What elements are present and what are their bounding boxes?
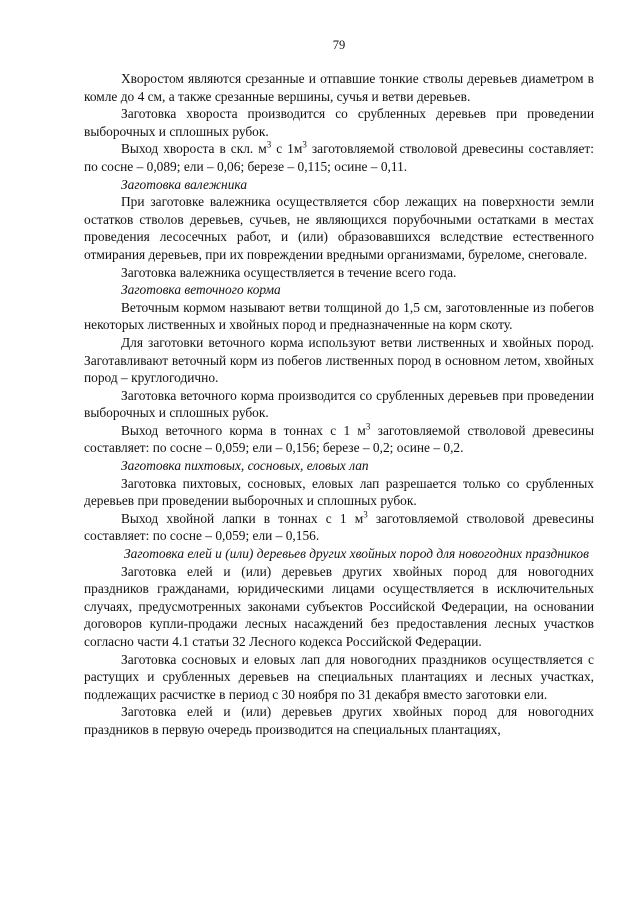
heading-branch-feed: Заготовка веточного корма bbox=[121, 282, 281, 298]
paragraph-conifer-branches-yield: Выход хвойной лапки в тоннах с 1 $м^3$ заготовляемой стволовой древесины составляет: по сосне – 0,059; ели – 0,156. bbox=[84, 509, 594, 544]
document-page bbox=[84, 36, 594, 739]
paragraph-new-year-branches: Заготовка сосновых и еловых лап для новогодних праздников осуществляется с растущих и срубленных деревьев на специальных плантациях и лесных участках, подлежащих расчистке в период с 30 ноября по 31 декабря вместо заготовки ели. bbox=[84, 651, 594, 702]
paragraph-conifer-branches-permission: Заготовка пихтовых, сосновых, еловых лап разрешается только со срубленных деревьев при проведении выборочных и сплошных рубок. bbox=[84, 475, 594, 509]
paragraph-brushwood-yield: Выход хвороста в скл. $м^3$ с $1м^3$ заготовляемой стволовой древесины составляет: по сосне – 0,089; ели – 0,06; березе – 0,115; осине – 0,11. bbox=[84, 139, 595, 174]
paragraph-new-year-trees-citizens: Заготовка елей и (или) деревьев других хвойных пород для новогодних праздников гражданами, юридическими лицами осуществляется в исключительных случаях, предусмотренных законами субъектов Российской Федерации, на основании договоров купли-продажи лесных насаждений без предоставления лесных участков согласно части 4.1 статьи 32 Лесного кодекса Российской Федерации. bbox=[84, 563, 594, 649]
paragraph-brushwood-definition: Хворостом являются срезанные и отпавшие тонкие стволы деревьев диаметром в комле до 4 см, а также срезанные вершины, сучья и ветви деревьев. bbox=[84, 71, 594, 104]
paragraph-new-year-trees-plantations: Заготовка елей и (или) деревьев других хвойных пород для новогодних праздников в первую очередь производится на специальных плантациях, bbox=[84, 704, 594, 737]
paragraph-branch-feed-definition: Веточным кормом называют ветви толщиной до 1,5 см, заготовленные из побегов некоторых лиственных и хвойных пород и предназначенные на корм скоту. bbox=[84, 299, 594, 333]
paragraph-deadwood-season: Заготовка валежника осуществляется в течение всего года. bbox=[121, 264, 457, 280]
paragraph-branch-feed-harvesting: Заготовка веточного корма производится со срубленных деревьев при проведении выборочных и сплошных рубок. bbox=[84, 387, 594, 421]
paragraph-branch-feed-yield: Выход веточного корма в тоннах с 1 $м^3$ заготовляемой стволовой древесины составляет: по сосне – 0,059; ели – 0,156; березе – 0,2; осине – 0,2. bbox=[84, 421, 594, 456]
page-number: 79 bbox=[332, 38, 346, 52]
heading-new-year-trees: Заготовка елей и (или) деревьев других хвойных пород для новогодних праздников bbox=[124, 546, 589, 562]
paragraph-brushwood-harvesting: Заготовка хвороста производится со срубленных деревьев при проведении выборочных и сплошных рубок. bbox=[84, 106, 594, 139]
heading-conifer-branches: Заготовка пихтовых, сосновых, еловых лап bbox=[121, 458, 369, 474]
document-body bbox=[84, 70, 594, 739]
paragraph-branch-feed-sources: Для заготовки веточного корма используют ветви лиственных и хвойных пород. Заготавливают веточный корм из побегов лиственных пород в основном летом, хвойных пород – круглогодично. bbox=[84, 334, 594, 386]
paragraph-deadwood-collection: При заготовке валежника осуществляется сбор лежащих на поверхности земли остатков стволов деревьев, сучьев, не являющихся порубочными остатками в местах проведения лесосечных работ, и (или) образовавшихся вследствие естественного отмирания деревьев, при их повреждении вредными организмами, буреломе, снеговале. bbox=[84, 194, 594, 262]
heading-deadwood: Заготовка валежника bbox=[121, 176, 248, 192]
